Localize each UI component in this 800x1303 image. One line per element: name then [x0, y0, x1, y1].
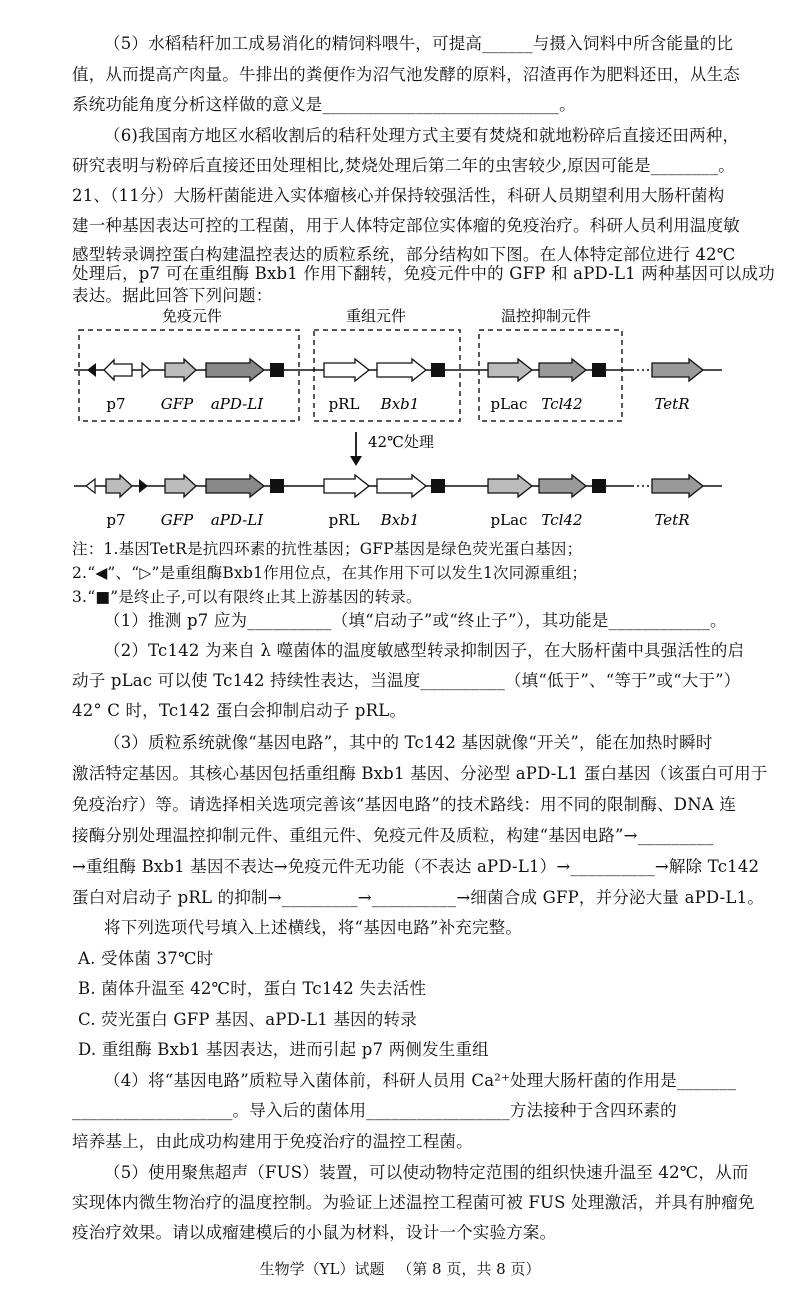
label-apd-l1: aPD-LI	[210, 511, 264, 529]
text-line: →重组酶 Bxb1 基因不表达→免疫元件无功能（不表达 aPD-L1）→__________→解除 Tc142	[72, 857, 760, 876]
text-line: 接酶分别处理温控抑制元件、重组元件、免疫元件及质粒，构建“基因电路”→_________	[72, 826, 714, 845]
text-line: 实现体内微生物治疗的温度控制。为验证上述温控工程菌可被 FUS 处理激活，并具有肿瘤免	[72, 1193, 755, 1212]
text-line: 系统功能角度分析这样做的意义是____________________________。	[72, 95, 576, 114]
label-apd-l1: aPD-LI	[210, 395, 264, 413]
text-line: 疫治疗效果。请以成瘤建模后的小鼠为材料，设计一个实验方案。	[72, 1223, 557, 1242]
question-5: （5）使用聚焦超声（FUS）装置，可以使动物特定范围的组织快速升温至 42℃，从而	[104, 1163, 749, 1182]
tcl42-gene-arrow-icon	[539, 475, 586, 497]
question-4: （4）将“基因电路”质粒导入菌体前，科研人员用 Ca²⁺处理大肠杆菌的作用是_______	[104, 1071, 737, 1090]
tetr-gene-arrow-icon	[652, 475, 703, 497]
terminator-icon	[431, 479, 445, 493]
plac-promoter-arrow-icon	[488, 359, 532, 381]
bxb1-gene-arrow-icon	[377, 475, 426, 497]
label-plac: pLac	[490, 395, 528, 413]
text-line: 建一种基因表达可控的工程菌，用于人体特定部位实体瘤的免疫治疗。科研人员利用温度敏	[72, 216, 740, 235]
gfp-gene-arrow-icon	[165, 475, 196, 497]
label-gfp: GFP	[160, 511, 194, 529]
recombination-site-filled-icon	[139, 479, 148, 493]
question-3: （3）质粒系统就像“基因电路”，其中的 Tc142 基因就像“开关”，能在加热时瞬时	[104, 733, 713, 752]
footer-page-number: （第 8 页，共 8 页）	[397, 1260, 541, 1278]
question-1: （1）推测 p7 应为__________（填“启动子”或“终止子”），其功能是____________。	[104, 611, 727, 630]
p7-arrow-icon	[106, 475, 132, 497]
option-b: B. 菌体升温至 42℃时，蛋白 Tc142 失去活性	[78, 979, 427, 998]
text-line: 将下列选项代号填入上述横线，将“基因电路”补充完整。	[104, 918, 523, 937]
footer-subject: 生物学（YL）试题	[259, 1260, 385, 1278]
terminator-icon	[592, 479, 606, 493]
box-title-temperature-control: 温控抑制元件	[500, 307, 592, 325]
text-line: （5）水稻秸秆加工成易消化的精饲料喂牛，可提高______与摄入饲料中所含能量的比	[104, 34, 734, 53]
label-gfp: GFP	[160, 395, 194, 413]
terminator-icon	[431, 363, 445, 377]
label-p7: p7	[106, 511, 126, 529]
label-tcl42: Tcl42	[541, 395, 583, 413]
label-tetr: TetR	[654, 395, 690, 413]
label-prl: pRL	[328, 511, 360, 529]
question-2: （2）Tc142 为来自 λ 噬菌体的温度敏感型转录抑制因子，在大肠杆菌中具强活性的启	[104, 641, 745, 660]
text-line: 值，从而提高产肉量。牛排出的粪便作为沼气池发酵的原料，沼渣再作为肥料还田，从生态	[72, 65, 740, 84]
text-line: （6)我国南方地区水稻收割后的秸秆处理方式主要有焚烧和就地粉碎后直接还田两种，	[104, 126, 740, 145]
prl-promoter-arrow-icon	[324, 359, 369, 381]
option-a: A. 受体菌 37℃时	[78, 949, 214, 968]
bxb1-gene-arrow-icon	[377, 359, 426, 381]
gfp-gene-arrow-icon	[165, 359, 196, 381]
apd-l1-gene-arrow-icon	[206, 475, 264, 497]
recombination-site-filled-icon	[87, 363, 96, 377]
terminator-icon	[592, 363, 606, 377]
text-line: 激活特定基因。其核心基因包括重组酶 Bxb1 基因、分泌型 aPD-L1 蛋白基因（该蛋白可用于	[72, 764, 768, 783]
text-line: 培养基上，由此成功构建用于免疫治疗的温控工程菌。	[72, 1132, 473, 1151]
p7-arrow-icon	[104, 360, 132, 380]
label-bxb1: Bxb1	[380, 511, 420, 529]
figure-note: 2.“◀”、“▷”是重组酶Bxb1作用位点，在其作用下可以发生1次同源重组；	[72, 564, 588, 582]
text-line: 感型转录调控蛋白构建温控表达的质粒系统，部分结构如下图。在人体特定部位进行 42℃	[72, 245, 736, 264]
box-title-recombination: 重组元件	[345, 307, 407, 325]
text-line: 动子 pLac 可以使 Tc142 持续性表达，当温度__________（填“低于”、“等于”或“大于”）	[72, 671, 741, 690]
question-21-intro: 21、（11分）大肠杆菌能进入实体瘤核心并保持较强活性，科研人员期望利用大肠杆菌构	[72, 186, 725, 205]
label-bxb1: Bxb1	[380, 395, 420, 413]
option-d: D. 重组酶 Bxb1 基因表达，进而引起 p7 两侧发生重组	[78, 1040, 489, 1059]
text-line: 42° C 时，Tc142 蛋白会抑制启动子 pRL。	[72, 701, 407, 720]
construct-before-treatment	[74, 359, 722, 381]
label-tcl42: Tcl42	[541, 511, 583, 529]
label-p7: p7	[106, 395, 126, 413]
plac-promoter-arrow-icon	[488, 475, 532, 497]
text-line: 研究表明与粉碎后直接还田处理相比,焚烧处理后第二年的虫害较少,原因可能是________。	[72, 156, 735, 175]
label-plac: pLac	[490, 511, 528, 529]
page-footer	[0, 1258, 800, 1279]
terminator-icon	[270, 479, 284, 493]
apd-l1-gene-arrow-icon	[206, 359, 264, 381]
prl-promoter-arrow-icon	[324, 475, 369, 497]
figure-note: 3.“■”是终止子,可以有限终止其上游基因的转录。	[72, 588, 422, 606]
text-line: 表达。据此回答下列问题：	[72, 286, 273, 305]
text-line: 蛋白对启动子 pRL 的抑制→_________→__________→细菌合成 GFP，并分泌大量 aPD-L1。	[72, 888, 764, 907]
tcl42-gene-arrow-icon	[539, 359, 586, 381]
label-tetr: TetR	[654, 511, 690, 529]
recombination-site-open-icon	[86, 479, 95, 493]
terminator-icon	[270, 363, 284, 377]
box-title-immune: 免疫元件	[161, 307, 223, 325]
text-line: ___________________。导入后的菌体用_________________方法接种于含四环素的	[72, 1101, 677, 1120]
recombination-site-open-icon	[142, 363, 150, 377]
figure-note: 注：1.基因TetR是抗四环素的抗性基因；GFP基因是绿色荧光蛋白基因；	[72, 540, 583, 558]
tetr-gene-arrow-icon	[652, 359, 703, 381]
text-line: 免疫治疗）等。请选择相关选项完善该“基因电路”的技术路线：用不同的限制酶、DNA 连	[72, 795, 737, 814]
text-line: 处理后，p7 可在重组酶 Bxb1 作用下翻转，免疫元件中的 GFP 和 aPD-L1 两种基因可以成功	[72, 264, 775, 283]
option-c: C. 荧光蛋白 GFP 基因、aPD-L1 基因的转录	[78, 1010, 417, 1029]
plasmid-diagram	[72, 306, 732, 538]
label-prl: pRL	[328, 395, 360, 413]
construct-after-treatment	[74, 475, 722, 497]
treatment-label: 42℃处理	[368, 433, 434, 451]
